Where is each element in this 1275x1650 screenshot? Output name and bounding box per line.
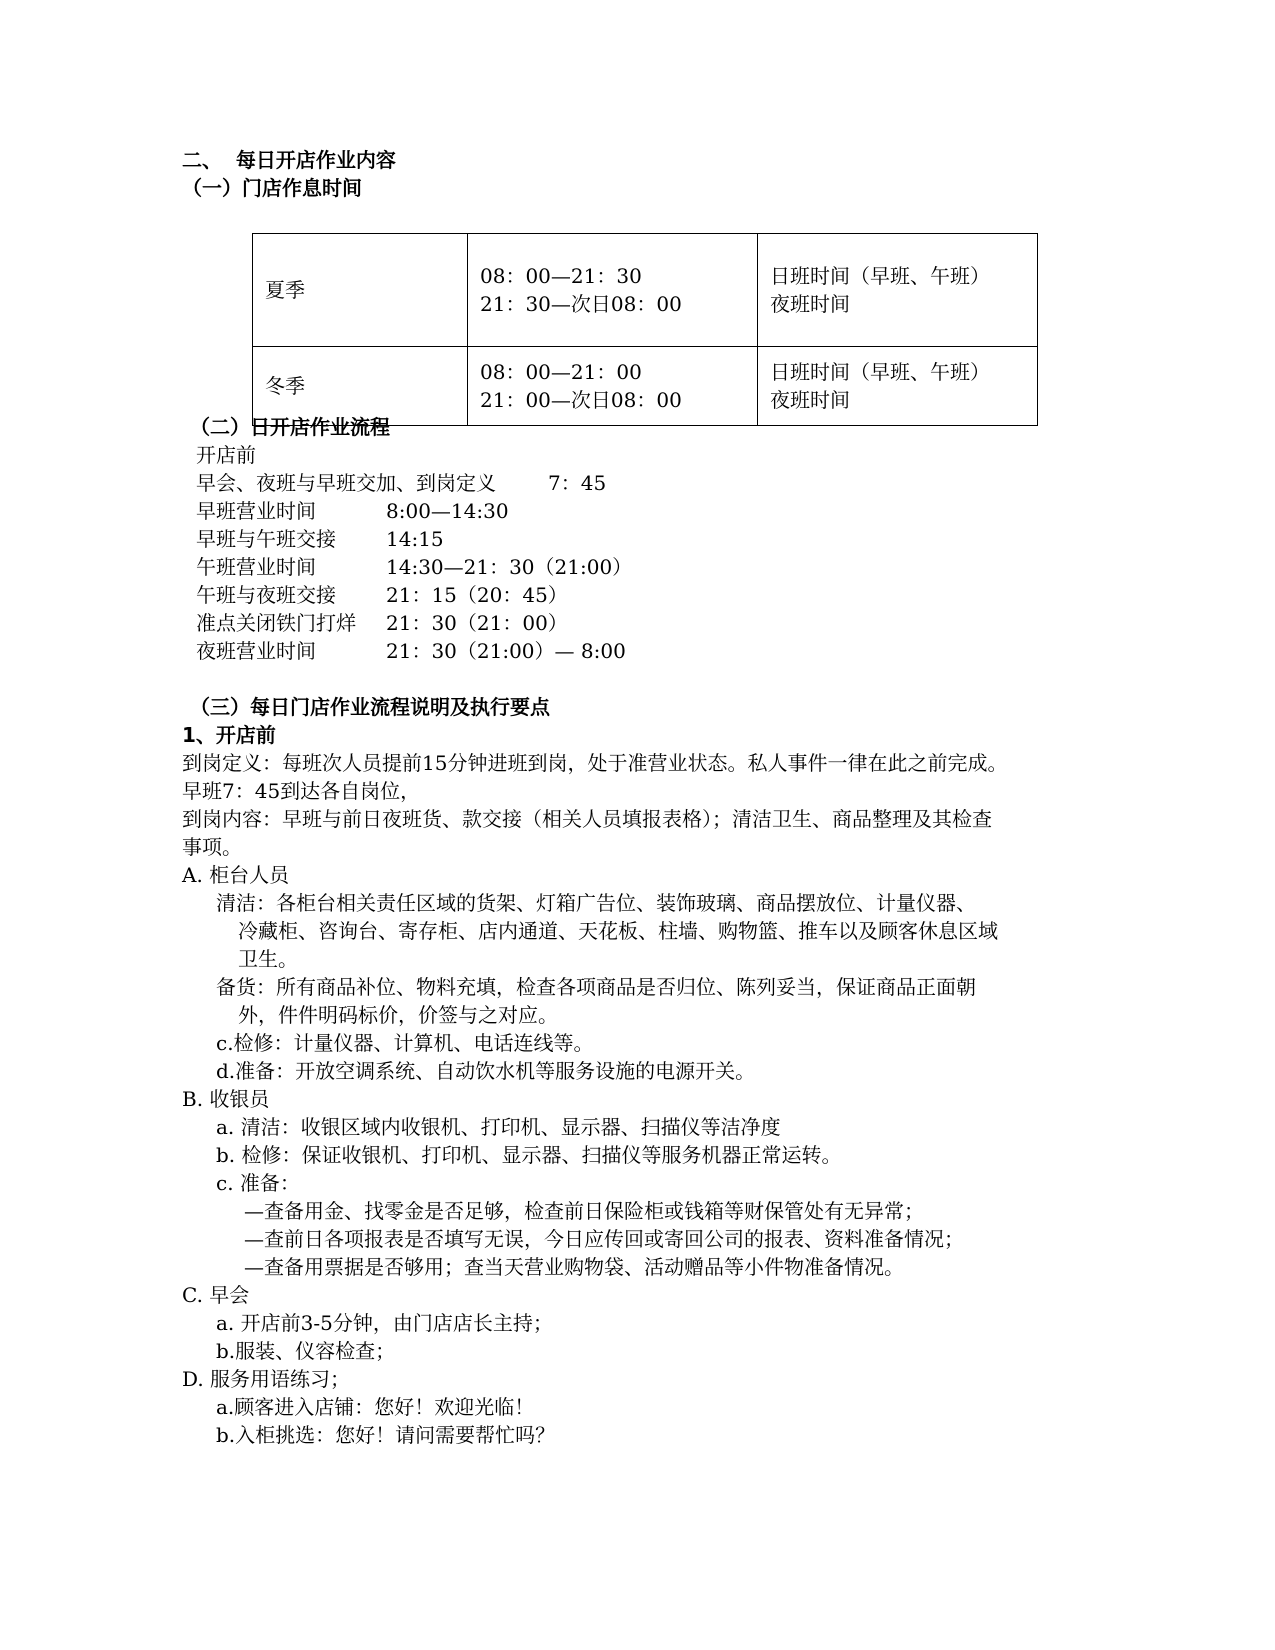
- flow-time: 14:30—21：30（21:00）: [386, 555, 633, 579]
- flow-label: 午班营业时间: [196, 555, 316, 579]
- subsection-heading-1: （一）门店作息时间: [182, 176, 362, 200]
- flow-time: 8:00—14:30: [386, 499, 509, 523]
- list-item: 外，件件明码标价，价签与之对应。: [238, 1003, 558, 1027]
- list-item: 冷藏柜、咨询台、寄存柜、店内通道、天花板、柱墙、购物篮、推车以及顾客休息区域: [238, 919, 998, 943]
- flow-label: 早班与午班交接: [196, 527, 336, 551]
- season-cell: 夏季: [253, 234, 468, 347]
- list-heading-b: B. 收银员: [182, 1087, 270, 1111]
- table-row: [253, 234, 1038, 347]
- list-item: b.服装、仪容检查；: [216, 1339, 396, 1363]
- paragraph: 事项。: [182, 835, 242, 859]
- subsection-heading-3: （三）每日门店作业流程说明及执行要点: [190, 695, 550, 719]
- list-item: a. 清洁：收银区域内收银机、打印机、显示器、扫描仪等洁净度: [216, 1115, 781, 1139]
- item-heading-1: 1、开店前: [182, 723, 276, 747]
- list-heading-a: A. 柜台人员: [182, 863, 290, 887]
- list-item: a.顾客进入店铺：您好！欢迎光临！: [216, 1395, 535, 1419]
- list-item: c. 准备：: [216, 1171, 300, 1195]
- list-heading-d: D. 服务用语练习；: [182, 1367, 351, 1391]
- paragraph: 早班7：45到达各自岗位，: [182, 779, 421, 803]
- flow-label: 早会、夜班与早班交加、到岗定义: [196, 471, 496, 495]
- list-heading-c: C. 早会: [182, 1283, 250, 1307]
- list-item: —查前日各项报表是否填写无误，今日应传回或寄回公司的报表、资料准备情况；: [244, 1227, 964, 1251]
- flow-intro: 开店前: [196, 443, 256, 467]
- list-item: 备货：所有商品补位、物料充填，检查各项商品是否归位、陈列妥当，保证商品正面朝: [216, 975, 976, 999]
- flow-label: 早班营业时间: [196, 499, 316, 523]
- list-item: b. 检修：保证收银机、打印机、显示器、扫描仪等服务机器正常运转。: [216, 1143, 842, 1167]
- shift-cell: 日班时间（早班、午班） 夜班时间: [758, 234, 1038, 347]
- shift-cell: 日班时间（早班、午班） 夜班时间: [758, 347, 1038, 426]
- season-cell: 冬季: [253, 347, 468, 426]
- flow-time: 7：45: [548, 471, 607, 495]
- flow-time: 21：30（21:00）— 8:00: [386, 639, 626, 663]
- flow-time: 21：15（20：45）: [386, 583, 568, 607]
- time-cell: 08：00—21：30 21：30—次日08：00: [468, 234, 758, 347]
- list-item: b.入柜挑选：您好！请问需要帮忙吗？: [216, 1423, 556, 1447]
- list-item: —查备用金、找零金是否足够，检查前日保险柜或钱箱等财保管处有无异常；: [244, 1199, 924, 1223]
- schedule-table: [252, 233, 1038, 426]
- paragraph: 到岗内容：早班与前日夜班货、款交接（相关人员填报表格）；清洁卫生、商品整理及其检查: [182, 807, 992, 831]
- time-cell: 08：00—21：00 21：00—次日08：00: [468, 347, 758, 426]
- flow-label: 准点关闭铁门打烊: [196, 611, 356, 635]
- section-heading-2: 二、 每日开店作业内容: [182, 148, 396, 172]
- list-item: 卫生。: [238, 947, 298, 971]
- flow-label: 午班与夜班交接: [196, 583, 336, 607]
- list-item: d.准备：开放空调系统、自动饮水机等服务设施的电源开关。: [216, 1059, 756, 1083]
- list-item: 清洁：各柜台相关责任区域的货架、灯箱广告位、装饰玻璃、商品摆放位、计量仪器、: [216, 891, 976, 915]
- flow-time: 14:15: [386, 527, 444, 551]
- list-item: a. 开店前3-5分钟，由门店店长主持；: [216, 1311, 553, 1335]
- flow-label: 夜班营业时间: [196, 639, 316, 663]
- subsection-heading-2: （二）日开店作业流程: [190, 415, 390, 439]
- paragraph: 到岗定义：每班次人员提前15分钟进班到岗，处于准营业状态。私人事件一律在此之前完成。: [182, 751, 1008, 775]
- list-item: —查备用票据是否够用；查当天营业购物袋、活动赠品等小件物准备情况。: [244, 1255, 904, 1279]
- flow-time: 21：30（21：00）: [386, 611, 568, 635]
- list-item: c.检修：计量仪器、计算机、电话连线等。: [216, 1031, 594, 1055]
